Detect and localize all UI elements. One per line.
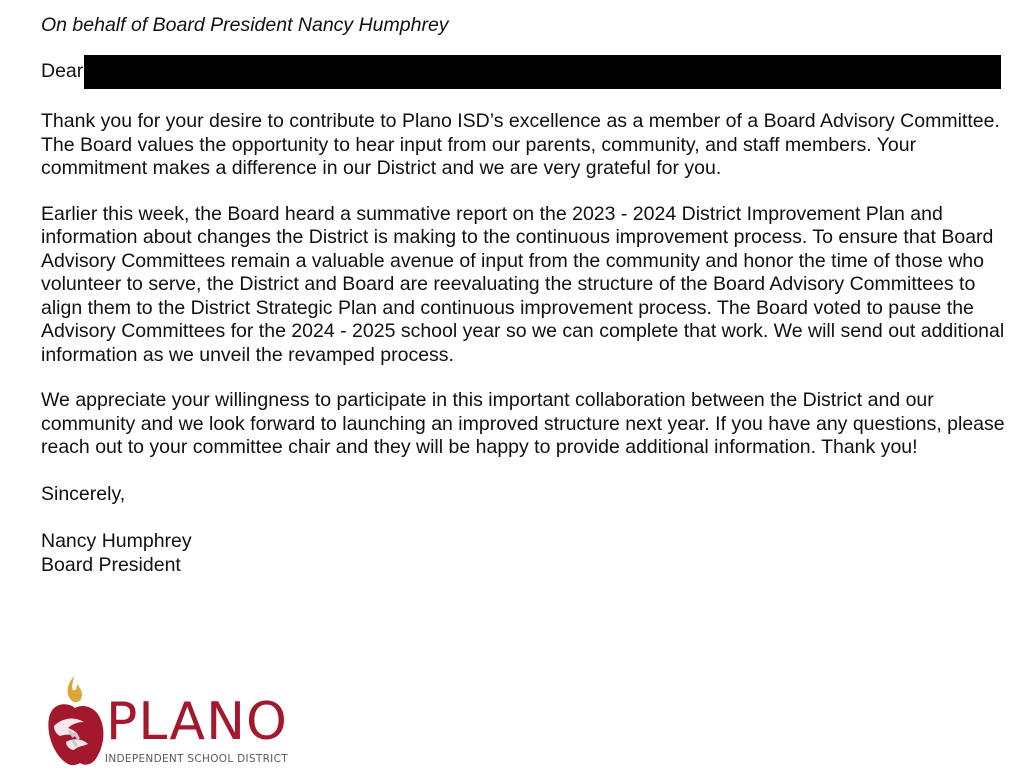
- logo-wordmark: PLANO: [106, 692, 288, 752]
- signature-title: Board President: [41, 553, 181, 576]
- signature-name: Nancy Humphrey: [41, 530, 192, 552]
- paragraph-advisory-pause: Earlier this week, the Board heard a summative report on the 2023 - 2024 District Improvement Plan and information about changes the District is making to the continuous improvement process. To ensure that Board Advisory Committees remain a valuable avenue of input from the community and honor the time of those who volunteer to serve, the District and Board are reevaluating the structure of the Board Advisory Committees to align them to the District Strategic Plan and continuous improvement process. The Board voted to pause the Advisory Committees for the 2024 - 2025 school year so we can complete that work. We will send out additional information as we unveil the revamped process.: [41, 202, 1005, 366]
- recipient-redaction: [84, 55, 1001, 89]
- signature-block: [41, 530, 1016, 577]
- apple-flame-hands-icon: [44, 672, 106, 772]
- logo-subtitle: INDEPENDENT SCHOOL DISTRICT: [105, 753, 288, 765]
- greeting-salutation: Dear: [41, 60, 84, 83]
- letter-body: [41, 14, 1016, 577]
- paragraph-appreciation: We appreciate your willingness to participate in this important collaboration between the District and our community and we look forward to launching an improved structure next year. If you have any questions, please reach out to your committee chair and they will be happy to provide additional information. Thank you!: [41, 389, 1005, 458]
- greeting-line: [41, 55, 1016, 89]
- closing: Sincerely,: [41, 482, 126, 505]
- byline: On behalf of Board President Nancy Humphrey: [41, 14, 449, 36]
- plano-isd-logo: [42, 672, 312, 776]
- paragraph-thanks: Thank you for your desire to contribute to Plano ISD’s excellence as a member of a Board Advisory Committee. The Board values the opportunity to hear input from our parents, community, and staff members. Your commitment makes a difference in our District and we are very grateful for you.: [41, 110, 1000, 179]
